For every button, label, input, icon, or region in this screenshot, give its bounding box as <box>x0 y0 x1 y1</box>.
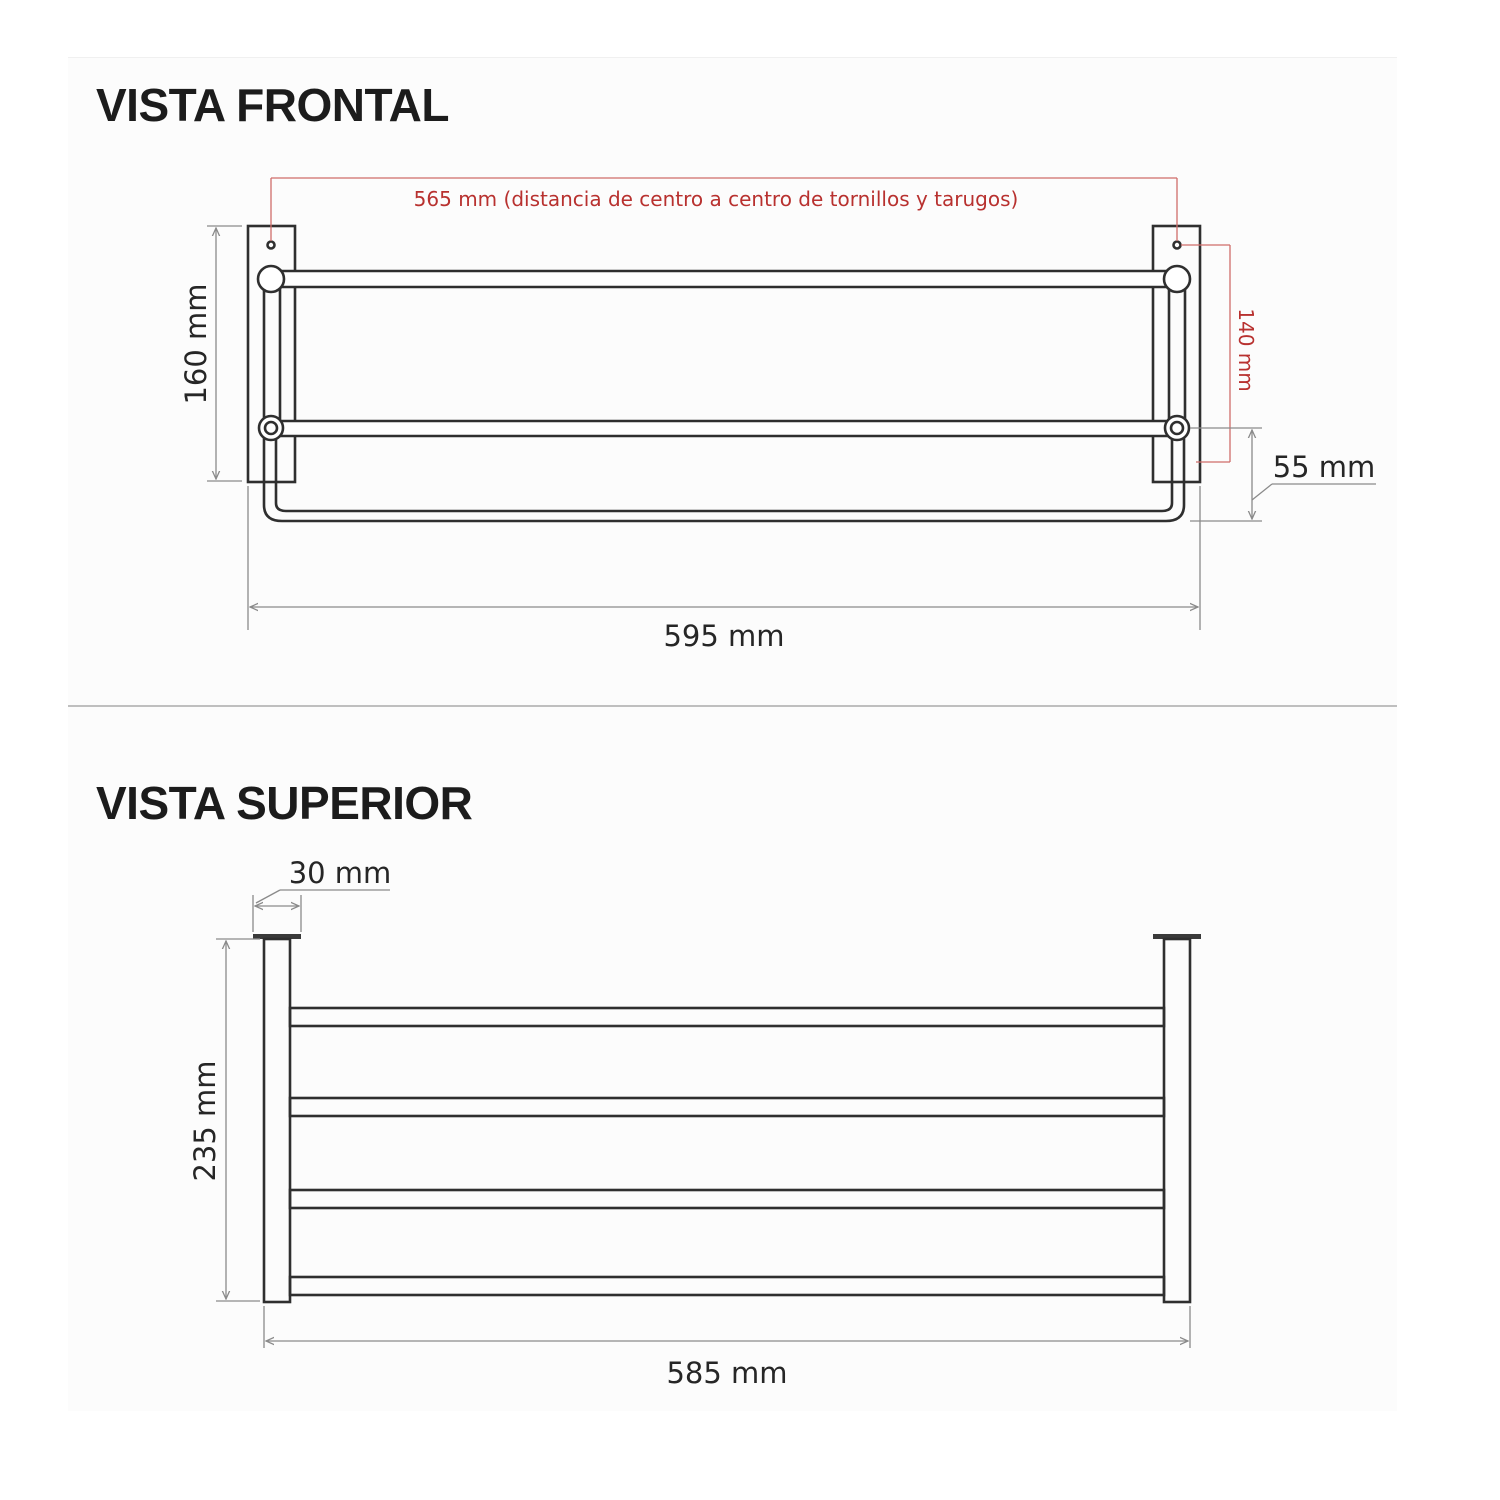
left-top-joint <box>258 266 284 292</box>
depth-label: 235 mm <box>188 1060 222 1182</box>
left-side-tube <box>264 280 280 430</box>
hanging-bar-inner <box>276 429 1172 511</box>
front-view-title: VISTA FRONTAL <box>96 79 449 131</box>
right-top-joint <box>1164 266 1190 292</box>
top-view-title: VISTA SUPERIOR <box>96 777 473 829</box>
right-side-tube <box>1169 280 1185 430</box>
left-middle-joint <box>259 416 283 440</box>
left-screw-hole-icon <box>268 242 275 249</box>
hanger-depth-label: 55 mm <box>1272 450 1376 484</box>
front-width-label: 595 mm <box>663 619 785 653</box>
left-side-arm <box>264 939 290 1302</box>
flange-dim-leader <box>256 890 280 903</box>
right-middle-joint <box>1165 416 1189 440</box>
screw-spacing-label: 565 mm (distancia de centro a centro de tornillos y tarugos) <box>413 187 1019 211</box>
hanging-bar-outer <box>264 429 1184 521</box>
height-label: 160 mm <box>179 283 213 405</box>
right-screw-hole-icon <box>1174 242 1181 249</box>
flange-label: 30 mm <box>288 856 392 890</box>
top-width-label: 585 mm <box>666 1356 788 1390</box>
front-view <box>179 178 1376 653</box>
middle-rail <box>272 421 1177 436</box>
left-wall-plate <box>248 226 295 482</box>
rail-spacing-label: 140 mm <box>1234 308 1258 392</box>
top-view-rail-2 <box>290 1098 1164 1116</box>
top-rail <box>272 271 1177 287</box>
top-view-rail-3 <box>290 1190 1164 1208</box>
top-view <box>188 856 1201 1390</box>
right-side-arm <box>1164 939 1190 1302</box>
hanger-dim-leader <box>1252 484 1272 500</box>
top-view-rail-4 <box>290 1277 1164 1295</box>
top-view-rail-1 <box>290 1008 1164 1026</box>
right-wall-plate <box>1153 226 1200 482</box>
